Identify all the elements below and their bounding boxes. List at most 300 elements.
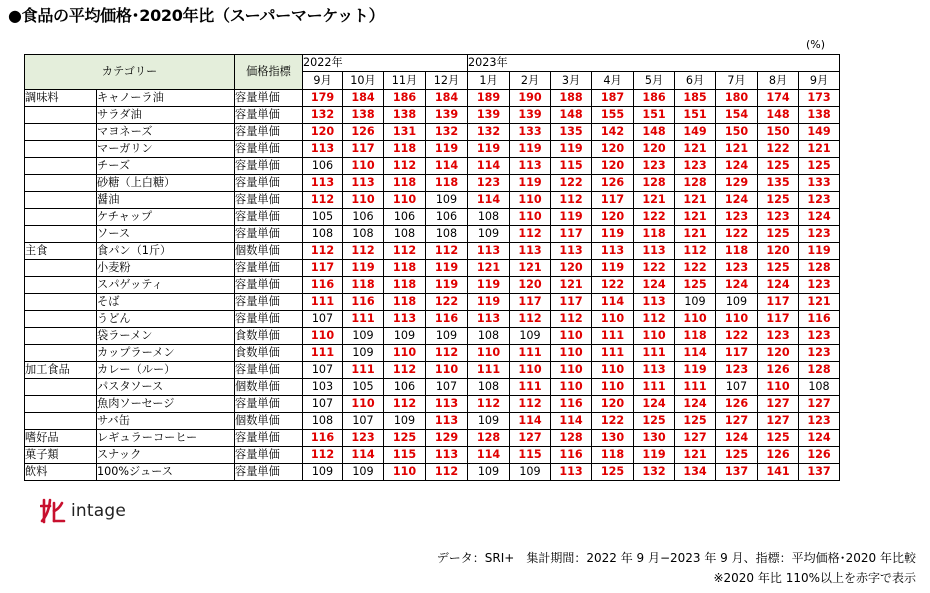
value-cell: 118 <box>634 226 675 243</box>
value-cell: 138 <box>343 107 384 124</box>
category-cell <box>25 107 97 124</box>
month-header-2023-5: 5月 <box>634 72 675 90</box>
value-cell: 110 <box>343 158 384 175</box>
item-name-cell: スパゲッティ <box>97 277 235 294</box>
value-cell: 119 <box>426 141 468 158</box>
value-cell: 151 <box>634 107 675 124</box>
value-cell: 113 <box>551 464 592 481</box>
index-type-cell: 個数単価 <box>235 243 303 260</box>
value-cell: 135 <box>758 175 799 192</box>
value-cell: 122 <box>758 141 799 158</box>
index-type-cell: 個数単価 <box>235 379 303 396</box>
footer-note: ※2020 年比 110%以上を赤字で表示 <box>713 571 916 585</box>
month-header-2022-12: 12月 <box>426 72 468 90</box>
value-cell: 114 <box>675 345 716 362</box>
value-cell: 120 <box>634 141 675 158</box>
item-name-cell: サラダ油 <box>97 107 235 124</box>
value-cell: 109 <box>384 413 426 430</box>
value-cell: 108 <box>468 328 510 345</box>
value-cell: 118 <box>592 447 634 464</box>
value-cell: 117 <box>716 345 758 362</box>
value-cell: 128 <box>634 175 675 192</box>
value-cell: 110 <box>551 345 592 362</box>
value-cell: 112 <box>384 158 426 175</box>
value-cell: 110 <box>592 379 634 396</box>
value-cell: 125 <box>675 277 716 294</box>
value-cell: 130 <box>634 430 675 447</box>
value-cell: 109 <box>675 294 716 311</box>
table-row <box>25 192 840 209</box>
value-cell: 117 <box>758 311 799 328</box>
value-cell: 128 <box>468 430 510 447</box>
value-cell: 120 <box>592 141 634 158</box>
value-cell: 133 <box>510 124 551 141</box>
value-cell: 118 <box>384 175 426 192</box>
category-cell <box>25 413 97 430</box>
item-name-cell: カレー（ルー） <box>97 362 235 379</box>
value-cell: 139 <box>468 107 510 124</box>
category-cell <box>25 328 97 345</box>
value-cell: 127 <box>675 430 716 447</box>
month-header-2023-2: 2月 <box>510 72 551 90</box>
value-cell: 109 <box>510 464 551 481</box>
value-cell: 131 <box>384 124 426 141</box>
value-cell: 122 <box>592 277 634 294</box>
value-cell: 120 <box>592 209 634 226</box>
value-cell: 185 <box>675 90 716 107</box>
value-cell: 117 <box>592 192 634 209</box>
price-table <box>24 54 840 481</box>
item-name-cell: 食パン（1斤） <box>97 243 235 260</box>
value-cell: 125 <box>758 226 799 243</box>
item-name-cell: マーガリン <box>97 141 235 158</box>
table-row <box>25 175 840 192</box>
value-cell: 114 <box>551 413 592 430</box>
item-name-cell: チーズ <box>97 158 235 175</box>
value-cell: 127 <box>799 396 840 413</box>
index-type-cell: 容量単価 <box>235 107 303 124</box>
value-cell: 111 <box>592 345 634 362</box>
value-cell: 113 <box>634 294 675 311</box>
value-cell: 122 <box>551 175 592 192</box>
value-cell: 108 <box>468 379 510 396</box>
month-header-2023-9: 9月 <box>799 72 840 90</box>
category-cell: 飲料 <box>25 464 97 481</box>
month-header-2022-9: 9月 <box>303 72 343 90</box>
value-cell: 111 <box>303 294 343 311</box>
value-cell: 120 <box>758 345 799 362</box>
value-cell: 141 <box>758 464 799 481</box>
index-type-cell: 容量単価 <box>235 447 303 464</box>
header-year-2023: 2023年 <box>468 55 840 72</box>
value-cell: 122 <box>675 260 716 277</box>
value-cell: 138 <box>799 107 840 124</box>
value-cell: 122 <box>634 209 675 226</box>
value-cell: 125 <box>758 260 799 277</box>
value-cell: 106 <box>303 158 343 175</box>
value-cell: 112 <box>384 243 426 260</box>
value-cell: 117 <box>343 141 384 158</box>
value-cell: 119 <box>468 277 510 294</box>
value-cell: 116 <box>551 396 592 413</box>
value-cell: 107 <box>343 413 384 430</box>
value-cell: 107 <box>303 362 343 379</box>
value-cell: 128 <box>675 175 716 192</box>
category-cell <box>25 277 97 294</box>
value-cell: 119 <box>675 362 716 379</box>
category-cell <box>25 396 97 413</box>
value-cell: 186 <box>634 90 675 107</box>
index-type-cell: 食数単価 <box>235 345 303 362</box>
value-cell: 126 <box>758 362 799 379</box>
value-cell: 110 <box>384 464 426 481</box>
index-type-cell: 容量単価 <box>235 311 303 328</box>
table-row <box>25 124 840 141</box>
value-cell: 108 <box>303 413 343 430</box>
value-cell: 122 <box>592 413 634 430</box>
value-cell: 123 <box>799 328 840 345</box>
value-cell: 179 <box>303 90 343 107</box>
value-cell: 112 <box>551 311 592 328</box>
value-cell: 124 <box>716 430 758 447</box>
value-cell: 125 <box>758 430 799 447</box>
value-cell: 116 <box>426 311 468 328</box>
value-cell: 126 <box>758 447 799 464</box>
value-cell: 111 <box>510 379 551 396</box>
index-type-cell: 容量単価 <box>235 175 303 192</box>
value-cell: 121 <box>799 294 840 311</box>
value-cell: 123 <box>675 158 716 175</box>
value-cell: 114 <box>468 447 510 464</box>
category-cell <box>25 124 97 141</box>
value-cell: 109 <box>426 328 468 345</box>
value-cell: 149 <box>675 124 716 141</box>
value-cell: 110 <box>551 379 592 396</box>
table-row <box>25 107 840 124</box>
item-name-cell: サバ缶 <box>97 413 235 430</box>
category-cell <box>25 379 97 396</box>
value-cell: 110 <box>510 192 551 209</box>
value-cell: 154 <box>716 107 758 124</box>
value-cell: 111 <box>634 379 675 396</box>
value-cell: 112 <box>675 243 716 260</box>
value-cell: 109 <box>468 226 510 243</box>
table-header <box>25 55 840 90</box>
value-cell: 113 <box>303 175 343 192</box>
index-type-cell: 容量単価 <box>235 192 303 209</box>
value-cell: 114 <box>468 158 510 175</box>
value-cell: 106 <box>384 209 426 226</box>
header-category: カテゴリー <box>25 55 235 90</box>
table-row <box>25 345 840 362</box>
value-cell: 114 <box>343 447 384 464</box>
value-cell: 113 <box>426 396 468 413</box>
value-cell: 103 <box>303 379 343 396</box>
value-cell: 150 <box>716 124 758 141</box>
value-cell: 117 <box>510 294 551 311</box>
value-cell: 120 <box>303 124 343 141</box>
item-name-cell: 醤油 <box>97 192 235 209</box>
value-cell: 125 <box>758 192 799 209</box>
intage-logo-icon <box>40 497 66 525</box>
value-cell: 123 <box>758 209 799 226</box>
value-cell: 121 <box>675 192 716 209</box>
category-cell <box>25 226 97 243</box>
value-cell: 111 <box>675 379 716 396</box>
value-cell: 121 <box>551 277 592 294</box>
value-cell: 112 <box>510 311 551 328</box>
value-cell: 110 <box>634 328 675 345</box>
value-cell: 148 <box>634 124 675 141</box>
value-cell: 127 <box>716 413 758 430</box>
table-row <box>25 362 840 379</box>
value-cell: 114 <box>510 413 551 430</box>
item-name-cell: 100%ジュース <box>97 464 235 481</box>
value-cell: 112 <box>510 226 551 243</box>
value-cell: 111 <box>303 345 343 362</box>
value-cell: 124 <box>799 209 840 226</box>
value-cell: 123 <box>716 209 758 226</box>
value-cell: 109 <box>343 464 384 481</box>
item-name-cell: 砂糖（上白糖） <box>97 175 235 192</box>
value-cell: 112 <box>303 447 343 464</box>
value-cell: 107 <box>303 396 343 413</box>
index-type-cell: 容量単価 <box>235 158 303 175</box>
value-cell: 118 <box>384 260 426 277</box>
value-cell: 121 <box>468 260 510 277</box>
item-name-cell: レギュラーコーヒー <box>97 430 235 447</box>
value-cell: 126 <box>592 175 634 192</box>
value-cell: 117 <box>303 260 343 277</box>
value-cell: 132 <box>634 464 675 481</box>
value-cell: 149 <box>799 124 840 141</box>
table-row <box>25 90 840 107</box>
category-cell <box>25 345 97 362</box>
value-cell: 111 <box>343 311 384 328</box>
value-cell: 116 <box>303 277 343 294</box>
value-cell: 125 <box>799 158 840 175</box>
value-cell: 123 <box>799 192 840 209</box>
value-cell: 109 <box>426 192 468 209</box>
value-cell: 109 <box>303 464 343 481</box>
value-cell: 121 <box>675 209 716 226</box>
value-cell: 123 <box>758 328 799 345</box>
value-cell: 121 <box>799 141 840 158</box>
table-body <box>25 90 840 481</box>
value-cell: 118 <box>384 141 426 158</box>
value-cell: 126 <box>343 124 384 141</box>
table-row <box>25 430 840 447</box>
value-cell: 106 <box>426 209 468 226</box>
index-type-cell: 容量単価 <box>235 362 303 379</box>
value-cell: 113 <box>426 413 468 430</box>
value-cell: 186 <box>384 90 426 107</box>
value-cell: 109 <box>510 328 551 345</box>
value-cell: 119 <box>592 226 634 243</box>
value-cell: 112 <box>510 396 551 413</box>
index-type-cell: 容量単価 <box>235 277 303 294</box>
value-cell: 150 <box>758 124 799 141</box>
value-cell: 116 <box>343 294 384 311</box>
value-cell: 124 <box>716 192 758 209</box>
value-cell: 119 <box>468 294 510 311</box>
value-cell: 115 <box>510 447 551 464</box>
value-cell: 134 <box>675 464 716 481</box>
value-cell: 109 <box>468 413 510 430</box>
category-cell <box>25 294 97 311</box>
value-cell: 126 <box>799 447 840 464</box>
category-cell <box>25 141 97 158</box>
value-cell: 124 <box>758 277 799 294</box>
value-cell: 110 <box>551 328 592 345</box>
value-cell: 113 <box>634 362 675 379</box>
index-type-cell: 容量単価 <box>235 141 303 158</box>
value-cell: 115 <box>384 447 426 464</box>
value-cell: 121 <box>675 447 716 464</box>
item-name-cell: パスタソース <box>97 379 235 396</box>
table-row <box>25 243 840 260</box>
value-cell: 120 <box>592 396 634 413</box>
value-cell: 137 <box>799 464 840 481</box>
index-type-cell: 個数単価 <box>235 413 303 430</box>
value-cell: 112 <box>426 464 468 481</box>
value-cell: 118 <box>426 175 468 192</box>
value-cell: 139 <box>510 107 551 124</box>
category-cell <box>25 158 97 175</box>
value-cell: 124 <box>716 277 758 294</box>
value-cell: 107 <box>303 311 343 328</box>
intage-logo <box>40 497 126 525</box>
table-row <box>25 209 840 226</box>
value-cell: 113 <box>592 243 634 260</box>
value-cell: 113 <box>468 311 510 328</box>
unit-label: (%) <box>806 38 826 51</box>
value-cell: 139 <box>426 107 468 124</box>
value-cell: 122 <box>716 328 758 345</box>
category-cell <box>25 192 97 209</box>
value-cell: 124 <box>799 430 840 447</box>
value-cell: 119 <box>592 260 634 277</box>
table-row <box>25 294 840 311</box>
value-cell: 119 <box>468 141 510 158</box>
value-cell: 110 <box>343 396 384 413</box>
item-name-cell: 魚肉ソーセージ <box>97 396 235 413</box>
value-cell: 132 <box>303 107 343 124</box>
category-cell <box>25 260 97 277</box>
value-cell: 110 <box>510 362 551 379</box>
value-cell: 118 <box>675 328 716 345</box>
value-cell: 111 <box>468 362 510 379</box>
value-cell: 116 <box>303 430 343 447</box>
value-cell: 109 <box>468 464 510 481</box>
value-cell: 121 <box>675 141 716 158</box>
value-cell: 124 <box>634 277 675 294</box>
value-cell: 112 <box>468 396 510 413</box>
value-cell: 155 <box>592 107 634 124</box>
category-cell: 菓子類 <box>25 447 97 464</box>
value-cell: 132 <box>426 124 468 141</box>
value-cell: 125 <box>716 447 758 464</box>
value-cell: 119 <box>799 243 840 260</box>
value-cell: 105 <box>343 379 384 396</box>
category-cell <box>25 175 97 192</box>
month-header-2023-1: 1月 <box>468 72 510 90</box>
intage-logo-text: intage <box>71 501 127 521</box>
value-cell: 128 <box>799 362 840 379</box>
value-cell: 129 <box>426 430 468 447</box>
table-row <box>25 277 840 294</box>
value-cell: 135 <box>551 124 592 141</box>
value-cell: 110 <box>592 362 634 379</box>
value-cell: 110 <box>426 362 468 379</box>
table-row <box>25 464 840 481</box>
month-header-2023-6: 6月 <box>675 72 716 90</box>
value-cell: 112 <box>343 243 384 260</box>
value-cell: 113 <box>510 243 551 260</box>
value-cell: 121 <box>634 192 675 209</box>
value-cell: 111 <box>510 345 551 362</box>
value-cell: 110 <box>675 311 716 328</box>
value-cell: 111 <box>343 362 384 379</box>
value-cell: 112 <box>303 192 343 209</box>
value-cell: 119 <box>343 260 384 277</box>
item-name-cell: スナック <box>97 447 235 464</box>
value-cell: 110 <box>510 209 551 226</box>
table-row <box>25 413 840 430</box>
value-cell: 180 <box>716 90 758 107</box>
value-cell: 108 <box>343 226 384 243</box>
value-cell: 184 <box>426 90 468 107</box>
header-index-type: 価格指標 <box>235 55 303 90</box>
value-cell: 109 <box>716 294 758 311</box>
value-cell: 130 <box>592 430 634 447</box>
value-cell: 111 <box>634 345 675 362</box>
value-cell: 113 <box>551 243 592 260</box>
value-cell: 151 <box>675 107 716 124</box>
value-cell: 119 <box>426 260 468 277</box>
value-cell: 117 <box>758 294 799 311</box>
month-header-2022-11: 11月 <box>384 72 426 90</box>
value-cell: 117 <box>551 294 592 311</box>
index-type-cell: 容量単価 <box>235 430 303 447</box>
value-cell: 116 <box>551 447 592 464</box>
item-name-cell: カップラーメン <box>97 345 235 362</box>
value-cell: 187 <box>592 90 634 107</box>
value-cell: 109 <box>384 328 426 345</box>
value-cell: 173 <box>799 90 840 107</box>
index-type-cell: 容量単価 <box>235 124 303 141</box>
table-row <box>25 226 840 243</box>
value-cell: 113 <box>510 158 551 175</box>
value-cell: 138 <box>384 107 426 124</box>
category-cell: 主食 <box>25 243 97 260</box>
value-cell: 114 <box>426 158 468 175</box>
value-cell: 108 <box>799 379 840 396</box>
value-cell: 121 <box>510 260 551 277</box>
value-cell: 125 <box>675 413 716 430</box>
value-cell: 118 <box>343 277 384 294</box>
value-cell: 110 <box>468 345 510 362</box>
value-cell: 120 <box>592 158 634 175</box>
value-cell: 129 <box>716 175 758 192</box>
value-cell: 108 <box>426 226 468 243</box>
value-cell: 108 <box>303 226 343 243</box>
footer-source: データ：SRI+ 集計期間：2022 年 9 月−2023 年 9 月、指標：平均価格･2020 年比較 <box>436 551 916 565</box>
item-name-cell: ソース <box>97 226 235 243</box>
value-cell: 127 <box>758 413 799 430</box>
value-cell: 122 <box>716 226 758 243</box>
value-cell: 127 <box>510 430 551 447</box>
